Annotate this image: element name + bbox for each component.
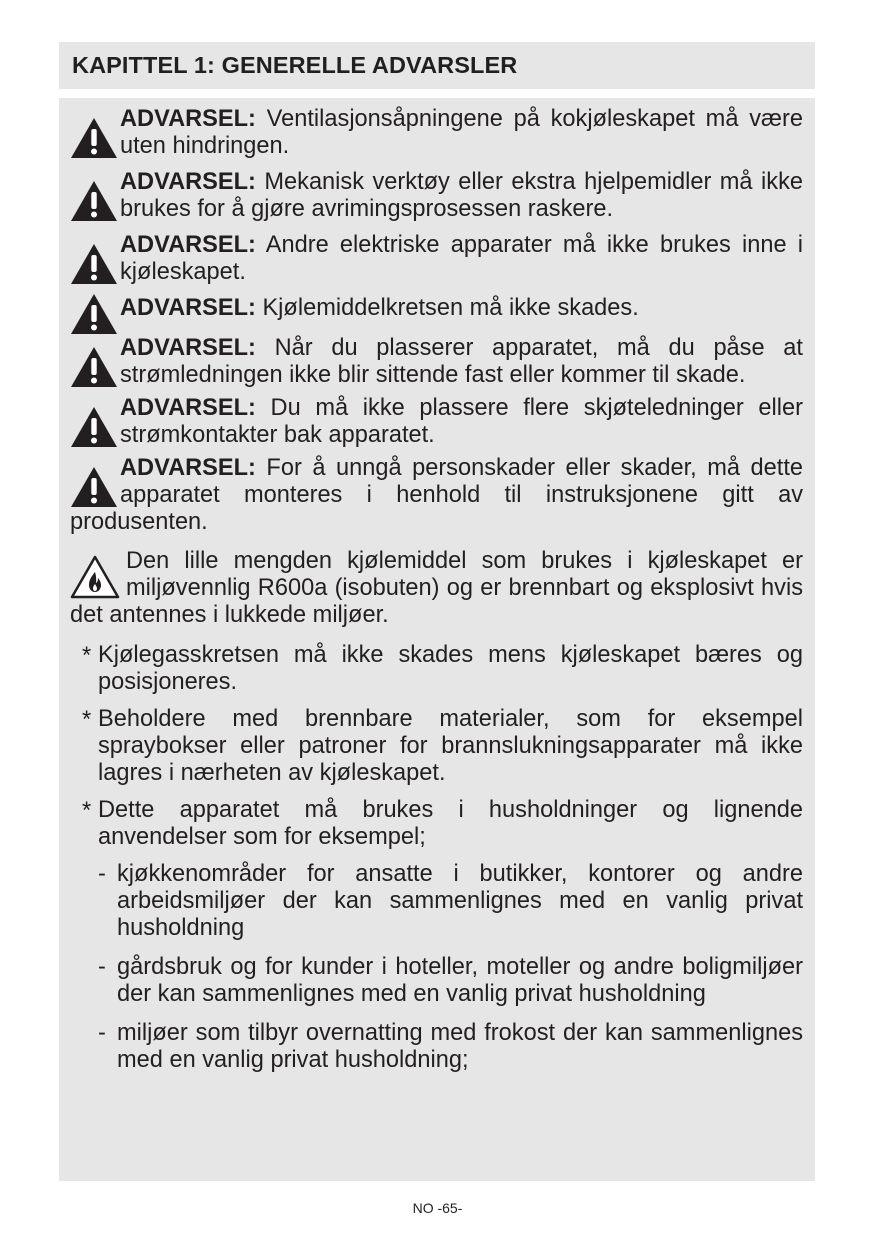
dash-mark: - — [98, 954, 106, 980]
warning-label: ADVARSEL: — [120, 455, 256, 481]
warning-text: Kjølemiddelkretsen må ikke skades. — [255, 295, 639, 321]
warning-text: Mekanisk verktøy eller ekstra hjelpemidler må ikke brukes for å gjøre avrimingsprosessen raskere. — [120, 169, 803, 222]
warning-item — [70, 455, 803, 536]
warning-text: Du må ikke plassere flere skjøteledninger eller strømkontakter bak apparatet. — [120, 395, 803, 448]
warning-label: ADVARSEL: — [120, 335, 256, 361]
warning-label: ADVARSEL: — [120, 295, 256, 321]
warning-text: Ventilasjonsåpningene på kokjøleskapet må være uten hindringen. — [120, 106, 803, 159]
warning-item — [70, 232, 803, 286]
list-item-text: Dette apparatet må brukes i husholdninger og lignende anvendelser som for eksempel; — [98, 797, 803, 850]
warning-text: Når du plasserer apparatet, må du påse at strømledningen ikke blir sittende fast eller kommer til skade. — [120, 335, 803, 388]
warning-label: ADVARSEL: — [120, 232, 256, 258]
warning-item — [70, 169, 803, 223]
bullet-mark: * — [82, 643, 92, 669]
chapter-title: KAPITTEL 1: GENERELLE ADVARSLER — [72, 52, 518, 78]
list-item — [70, 642, 803, 696]
list-item-text: Kjølegasskretsen må ikke skades mens kjøleskapet bæres og posisjoneres. — [98, 642, 803, 695]
warning-triangle-icon — [70, 406, 118, 448]
flammable-note — [70, 548, 803, 629]
chapter-header — [59, 42, 815, 89]
dash-mark: - — [98, 1020, 106, 1046]
sub-list-item-text: gårdsbruk og for kunder i hoteller, moteller og andre boligmiljøer der kan sammenlignes med en vanlig privat husholdning — [117, 954, 803, 1007]
dash-mark: - — [98, 861, 106, 887]
warnings-panel — [59, 98, 815, 1181]
warning-triangle-icon — [70, 180, 118, 222]
warning-triangle-icon — [70, 117, 118, 159]
bullet-mark: * — [82, 707, 92, 733]
warning-text: Andre elektriske apparater må ikke brukes inne i kjøleskapet. — [120, 232, 803, 285]
warning-triangle-icon — [70, 293, 118, 335]
warning-item — [70, 335, 803, 389]
sub-list-item — [70, 954, 803, 1008]
sub-list-item-text: kjøkkenområder for ansatte i butikker, kontorer og andre arbeidsmiljøer der kan sammenlignes med en vanlig privat husholdning — [117, 861, 803, 941]
warning-triangle-icon — [70, 466, 118, 508]
list-item — [70, 797, 803, 851]
sub-list-item — [70, 1020, 803, 1074]
sub-list-item — [70, 861, 803, 942]
bullet-mark: * — [82, 798, 92, 824]
flammable-note-text: Den lille mengden kjølemiddel som brukes i kjøleskapet er miljøvennlig R600a (isobuten) og er brennbart og eksplosivt hvis det antennes i lukkede miljøer. — [70, 548, 803, 628]
warning-label: ADVARSEL: — [120, 395, 256, 421]
flammable-warning-icon — [70, 555, 120, 599]
warning-item — [70, 295, 803, 322]
sub-list-item-text: miljøer som tilbyr overnatting med frokost der kan sammenlignes med en vanlig privat husholdning; — [117, 1020, 803, 1073]
list-item-text: Beholdere med brennbare materialer, som for eksempel spraybokser eller patroner for brannslukningsapparater må ikke lagres i nærheten av kjøleskapet. — [98, 706, 803, 786]
warning-item — [70, 106, 803, 160]
list-item — [70, 706, 803, 787]
warning-item — [70, 395, 803, 449]
warning-triangle-icon — [70, 243, 118, 285]
warning-text: For å unngå personskader eller skader, må dette apparatet monteres i henhold til instruksjonene gitt av produsenten. — [70, 455, 803, 535]
warning-label: ADVARSEL: — [120, 169, 256, 195]
warning-triangle-icon — [70, 346, 118, 388]
warning-label: ADVARSEL: — [120, 106, 256, 132]
page-number: NO -65- — [412, 1200, 463, 1216]
